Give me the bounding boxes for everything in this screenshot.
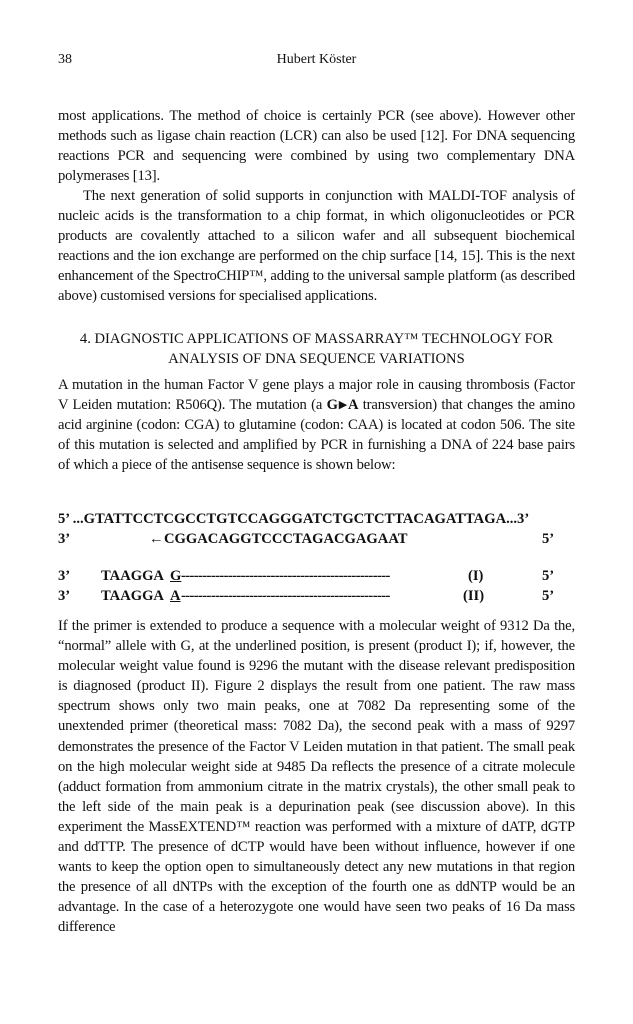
product-1-primer: TAAGGA bbox=[101, 568, 164, 584]
paragraph-1: most applications. The method of choice is certainly PCR (see above). However other methods such as ligase chain reaction (LCR) can also be used [12]. For DNA sequencing reactions PCR and sequencing were combined by using two complementary DNA polymerases [13]. bbox=[58, 108, 575, 185]
section-heading bbox=[58, 329, 575, 369]
page-header bbox=[58, 52, 575, 74]
paragraph-4: If the primer is extended to produce a sequence with a molecular weight of 9312 Da the, “normal” allele with G, at the underlined position, is present (product I); if, however, the molecular weight value found is 9296 the mutant with the disease relevant predisposition is diagnosed (product II). Figure 2 displays the result from one patient. The raw mass spectrum shows only two main peaks, one at 7082 Da representing some of the unextended primer (theoretical mass: 7082 Da), the second peak with a mass of 9297 demonstrates the presence of the Factor V Leiden mutation in that patient. The small peak on the high molecular weight side at 9485 Da reflects the presence of a citrate molecule (adduct formation from ammonium citrate in the matrix crystals), the other small peak to the left side of the main peak is a depurination peak (see discussion above). In this experiment the MassEXTEND™ reaction was performed with a mixture of dATP, dGTP and ddTTP. The presence of dCTP would have been without influence, however if one wants to keep the option open to simultaneously detect any new mutations in that region the presence of all dNTPs with the exception of the fourth one as ddNTP would be an advantage. In the case of a heterozygote one would have seen two peaks of 16 Da mass difference bbox=[58, 618, 575, 936]
paragraph-2: The next generation of solid supports in conjunction with MALDI-TOF analysis of nucleic acids is the transformation to a chip format, in which oligonucleotides or PCR products are covalently attached to a silicon wafer and all subsequent biochemical reactions and the ion exchange are performed on the chip surface [14, 15]. This is the next enhancement of the SpectroCHIP™, adding to the universal sample platform (as described above) customised versions for specialised applications. bbox=[58, 188, 575, 305]
transversion-from-base: G bbox=[326, 397, 338, 414]
product-2-dashes: ------------------------------------------------- bbox=[181, 588, 390, 604]
paragraph-3-part-a: A mutation in the human Factor V gene plays a major role in causing thrombosis (Factor V Leiden mutation: R506Q). The mutation (a bbox=[58, 377, 575, 414]
paragraph-3-part-b: transversion) that changes the amino acid arginine (codon: CGA) to glutamine (codon: CAA) is located at codon 506. The site of this mutation is selected and amplified by PCR in furnishing a DNA of 224 base pairs of which a piece of the antisense sequence is shown below: bbox=[58, 397, 576, 474]
product-1-label: (I) bbox=[468, 568, 484, 584]
product-2-3prime-label: 3’ bbox=[58, 588, 71, 604]
page-number: 38 bbox=[58, 52, 72, 67]
section-heading-line-1: 4. DIAGNOSTIC APPLICATIONS OF MASSARRAY™ TECHNOLOGY FOR bbox=[79, 331, 554, 347]
left-arrow-icon: ← bbox=[149, 531, 164, 547]
product-2-primer: TAAGGA bbox=[101, 588, 164, 604]
product-2-label: (II) bbox=[463, 588, 485, 604]
paragraph-3 bbox=[58, 375, 575, 475]
product-1-dashes: ------------------------------------------------- bbox=[181, 568, 390, 584]
antisense-sequence: 5’ ...GTATTCCTCGCCTGTCCAGGGATCTGCTCTTACAGATTAGA...3’ bbox=[58, 511, 530, 527]
product-1-5prime-label: 5’ bbox=[542, 568, 555, 584]
primer-sequence: CGGACAGGTCCCTAGACGAGAAT bbox=[164, 531, 408, 547]
product-2-extended-base: A bbox=[170, 588, 181, 604]
primer-3prime-label: 3’ bbox=[58, 531, 71, 547]
primer-5prime-label: 5’ bbox=[542, 531, 555, 547]
product-2-5prime-label: 5’ bbox=[542, 588, 555, 604]
product-1-extended-base: G bbox=[170, 568, 182, 584]
running-head: Hubert Köster bbox=[276, 52, 357, 67]
section-heading-line-2: ANALYSIS OF DNA SEQUENCE VARIATIONS bbox=[168, 351, 465, 367]
transversion-arrow-icon: ▶ bbox=[337, 399, 348, 412]
product-1-3prime-label: 3’ bbox=[58, 568, 71, 584]
transversion-to-base: A bbox=[347, 397, 359, 414]
